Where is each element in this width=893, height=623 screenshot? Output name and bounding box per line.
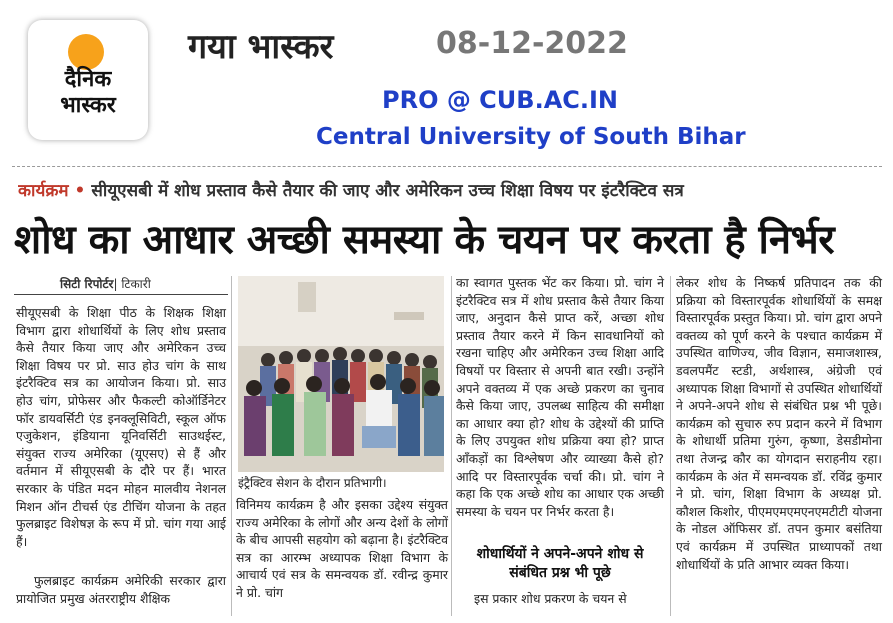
pro-credit: PRO @ CUB.AC.IN xyxy=(382,86,619,114)
kicker-bullet: • xyxy=(74,181,86,201)
sun-emblem-icon xyxy=(68,34,104,70)
column-divider xyxy=(670,276,671,616)
headline: शोध का आधार अच्छी समस्या के चयन पर करता है निर्भर xyxy=(14,217,835,263)
subheading: शोधार्थियों ने अपने-अपने शोध से संबंधित प्रश्न भी पूछे xyxy=(476,546,644,581)
logo-line-1: दैनिक xyxy=(64,67,112,92)
column-divider xyxy=(231,276,232,616)
logo-line-2: भास्कर xyxy=(60,93,116,118)
kicker xyxy=(18,178,878,201)
article-column-2 xyxy=(236,496,448,602)
column-1-para-2-text: फुलब्राइट कार्यक्रम अमेरिकी सरकार द्वारा प्रायोजित प्रमुख अंतरराष्ट्रीय शैक्षिक xyxy=(16,573,226,606)
byline-place: टिकारी xyxy=(121,277,151,291)
byline-reporter: सिटी रिपोर्टर xyxy=(60,277,114,291)
byline-rule xyxy=(14,294,228,295)
photo-caption: इंट्रैक्टिव सेशन के दौरान प्रतिभागी। xyxy=(238,476,387,490)
article-column-3 xyxy=(456,274,664,520)
column-3-text: का स्वागत पुस्तक भेंट कर किया। प्रो. चांग ने इंटरैक्टिव सत्र में शोध प्रस्ताव कैसे तैयार किया जाए, अनुदान कैसे प्राप्त करें, अच्छा शोध प्रस्ताव तैयार करने में किन सावधानियों को रखना चाहिए और अमेरिकन उच्च शिक्षा आदि विषयों पर विस्तार से अपनी बात रखी। उन्होंने अपने वक्तव्य में एक अच्छे प्रकरण का चुनाव कैसे किया जाए, उपलब्ध साहित्य की समीक्षा का आधार क्या हो? शोध के उद्देश्यों की प्राप्ति के लिए उपयुक्त शोध प्रक्रिया क्या हो? प्राप्त आँकड़ों का विश्लेषण और व्याख्या कैसे हो? आदि पर विस्तारपूर्वक चर्चा की। प्रो. चांग ने कहा कि एक अच्छे शोध का आधार एक अच्छी समस्या के चयन पर निर्भर करता है। xyxy=(456,275,664,519)
dainik-bhaskar-logo xyxy=(28,20,148,140)
kicker-tag: कार्यक्रम xyxy=(18,181,69,201)
article-column-3-para-2 xyxy=(456,590,664,608)
edition-date: 08-12-2022 xyxy=(436,26,628,61)
column-4-text: लेकर शोध के निष्कर्ष प्रतिपादन तक की प्रक्रिया को विस्तारपूर्वक शोधार्थियों के समक्ष विस्तारपूर्वक प्रस्तुत किया। प्रो. चांग द्वारा अपने वक्तव्य को पूर्ण करने के पश्चात कार्यक्रम में उपस्थित वाणिज्य, जीव विज्ञान, समाजशास्त्र, डवलपमैंट स्टडी, अर्थशास्त्र, अंग्रेजी एवं अध्यापक शिक्षा विभागों से उपस्थित शोधार्थियों ने अपने-अपने शोध से संबंधित प्रश्न भी पूछे। कार्यक्रम को सुचारु रुप प्रदान करने में विभाग के शोधार्थी प्रतिमा गुरुंग, कृष्णा, डेसडीमोना तथा तेजन्द्र कौर का योगदान सराहनीय रहा। कार्यक्रम के अंत में समन्वयक डॉ. रविंद्र कुमार ने प्रो. चांग, शिक्षा विभाग के अध्यक्ष प्रो. कौशल किशोर, पीएमएमएमएनएमटीटी योजना के नोडल ऑफिसर डॉ. तपन कुमार बसंतिया एवं कार्यक्रम में उपस्थित प्राध्यापकों तथा शोधार्थियों के प्रति आभार व्यक्त किया। xyxy=(676,275,882,572)
article-column-1-para-2 xyxy=(16,572,226,607)
column-1-text: सीयूएसबी के शिक्षा पीठ के शिक्षक शिक्षा विभाग द्वारा शोधार्थियों के लिए शोध प्रस्ताव कैसे तैयार किया जाए और अमेरिकन उच्च शिक्षा विषय पर प्रो. साउ होउ चांग के साथ इंटरैक्टिव सत्र का आयोजन किया। प्रो. साउ होउ चांग, प्रोफेसर और फैकल्टी कोऑर्डिनेटर फॉर डायवर्सिटी एंड इनक्लूसिविटी, स्कूल ऑफ एजुकेशन, इंडियाना यूनिवर्सिटी साउथईस्ट, संयुक्त राज्य अमेरिका (यूएसए) से हैं और वर्तमान में सीयूएसबी के दौरे पर हैं। भारत सरकार के पंडित मदन मोहन मालवीय नेशनल मिशन ऑन टीचर्स एंड टीचिंग योजना के तहत फुलब्राइट विशेषज्ञ के रूप में प्रो. चांग गया आई हैं। xyxy=(16,305,226,549)
article-column-4 xyxy=(676,274,882,573)
participants-group-photo xyxy=(238,276,444,472)
event-photo xyxy=(238,276,444,472)
article-column-1 xyxy=(16,304,226,550)
edition-name: गया भास्कर xyxy=(188,27,334,67)
column-3-para-2-text: इस प्रकार शोध प्रकरण के चयन से xyxy=(474,591,627,606)
column-2-text: विनिमय कार्यक्रम है और इसका उद्देश्य संयुक्त राज्य अमेरिका के लोगों और अन्य देशों के लोगों के बीच आपसी सहयोग को बढ़ाना है। इंटरैक्टिव सत्र का आरम्भ अध्यापक शिक्षा विभाग के आचार्य एवं सत्र के समन्वयक डॉ. रवीन्द्र कुमार ने प्रो. चांग xyxy=(236,497,448,600)
byline: सिटी रिपोर्टर| टिकारी xyxy=(60,277,151,291)
top-divider xyxy=(12,166,882,167)
kicker-text: सीयूएसबी में शोध प्रस्ताव कैसे तैयार की जाए और अमेरिकन उच्च शिक्षा विषय पर इंटरैक्टिव सत्र xyxy=(91,181,684,201)
column-divider xyxy=(451,276,452,616)
university-name: Central University of South Bihar xyxy=(316,124,746,150)
